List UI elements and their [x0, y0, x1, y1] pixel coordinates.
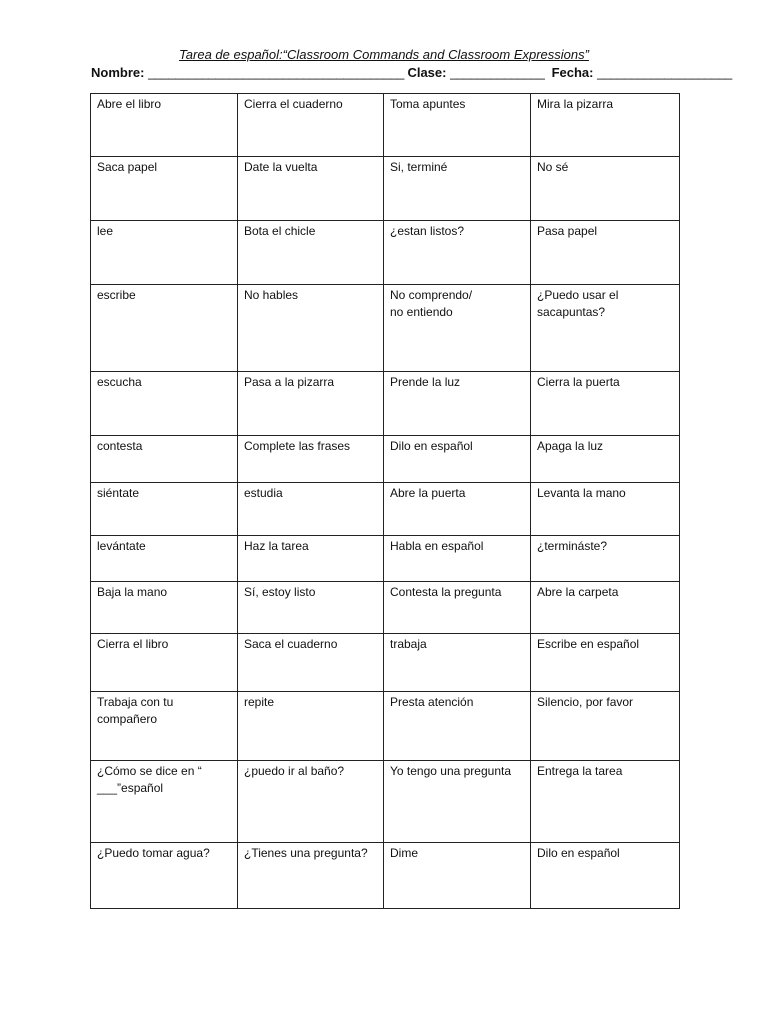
date-blank[interactable]: ____________________ [597, 65, 732, 80]
table-cell: Sí, estoy listo [238, 582, 384, 634]
table-cell: repite [238, 692, 384, 761]
table-cell: Levanta la mano [531, 483, 680, 536]
class-blank[interactable]: ______________ [450, 65, 545, 80]
student-info-line [91, 65, 732, 80]
table-cell: Apaga la luz [531, 436, 680, 483]
table-cell: Complete las frases [238, 436, 384, 483]
table-row [91, 843, 680, 909]
table-cell: ¿estan listos? [384, 221, 531, 285]
table-cell: levántate [91, 536, 238, 582]
table-cell: estudia [238, 483, 384, 536]
table-cell: Abre la carpeta [531, 582, 680, 634]
table-row [91, 692, 680, 761]
table-cell: No sé [531, 157, 680, 221]
table-cell: Presta atención [384, 692, 531, 761]
table-cell: No hables [238, 285, 384, 372]
table-cell: escribe [91, 285, 238, 372]
table-cell: Cierra la puerta [531, 372, 680, 436]
table-cell: Prende la luz [384, 372, 531, 436]
table-cell: Abre el libro [91, 94, 238, 157]
table-row [91, 761, 680, 843]
table-cell: Pasa papel [531, 221, 680, 285]
table-row [91, 436, 680, 483]
table-cell: Trabaja con tu compañero [91, 692, 238, 761]
table-row [91, 634, 680, 692]
table-cell: Dilo en español [384, 436, 531, 483]
commands-table [90, 93, 680, 909]
table-cell: Escribe en español [531, 634, 680, 692]
table-cell: Mira la pizarra [531, 94, 680, 157]
class-label: Clase: [407, 65, 447, 80]
table-cell: ¿termináste? [531, 536, 680, 582]
table-cell: Habla en español [384, 536, 531, 582]
table-cell: Date la vuelta [238, 157, 384, 221]
table-row [91, 372, 680, 436]
table-cell: Abre la puerta [384, 483, 531, 536]
table-cell: escucha [91, 372, 238, 436]
table-row [91, 157, 680, 221]
table-cell: Contesta la pregunta [384, 582, 531, 634]
table-cell: Saca papel [91, 157, 238, 221]
table-cell: contesta [91, 436, 238, 483]
name-label: Nombre: [91, 65, 145, 80]
worksheet-title: Tarea de español:“Classroom Commands and Classroom Expressions” [179, 47, 589, 62]
table-row [91, 483, 680, 536]
table-cell: trabaja [384, 634, 531, 692]
table-cell: Dilo en español [531, 843, 680, 909]
table-row [91, 94, 680, 157]
table-cell: Baja la mano [91, 582, 238, 634]
table-row [91, 221, 680, 285]
table-cell: Saca el cuaderno [238, 634, 384, 692]
table-row [91, 582, 680, 634]
table-cell: siéntate [91, 483, 238, 536]
table-cell: Cierra el libro [91, 634, 238, 692]
table-cell: Toma apuntes [384, 94, 531, 157]
table-cell: Entrega la tarea [531, 761, 680, 843]
table-cell: Silencio, por favor [531, 692, 680, 761]
table-cell: Dime [384, 843, 531, 909]
name-blank[interactable]: ______________________________________ [148, 65, 404, 80]
table-cell: Bota el chicle [238, 221, 384, 285]
table-cell: Yo tengo una pregunta [384, 761, 531, 843]
table-cell: Haz la tarea [238, 536, 384, 582]
table-cell: Pasa a la pizarra [238, 372, 384, 436]
table-cell: ¿Tienes una pregunta? [238, 843, 384, 909]
table-row [91, 536, 680, 582]
table-cell: No comprendo/ no entiendo [384, 285, 531, 372]
table-cell: lee [91, 221, 238, 285]
table-cell: ¿Cómo se dice en “ ___”español [91, 761, 238, 843]
table-cell: ¿Puedo tomar agua? [91, 843, 238, 909]
table-cell: Si, terminé [384, 157, 531, 221]
table-cell: ¿puedo ir al baño? [238, 761, 384, 843]
table-row [91, 285, 680, 372]
table-cell: ¿Puedo usar el sacapuntas? [531, 285, 680, 372]
table-cell: Cierra el cuaderno [238, 94, 384, 157]
date-label: Fecha: [551, 65, 594, 80]
